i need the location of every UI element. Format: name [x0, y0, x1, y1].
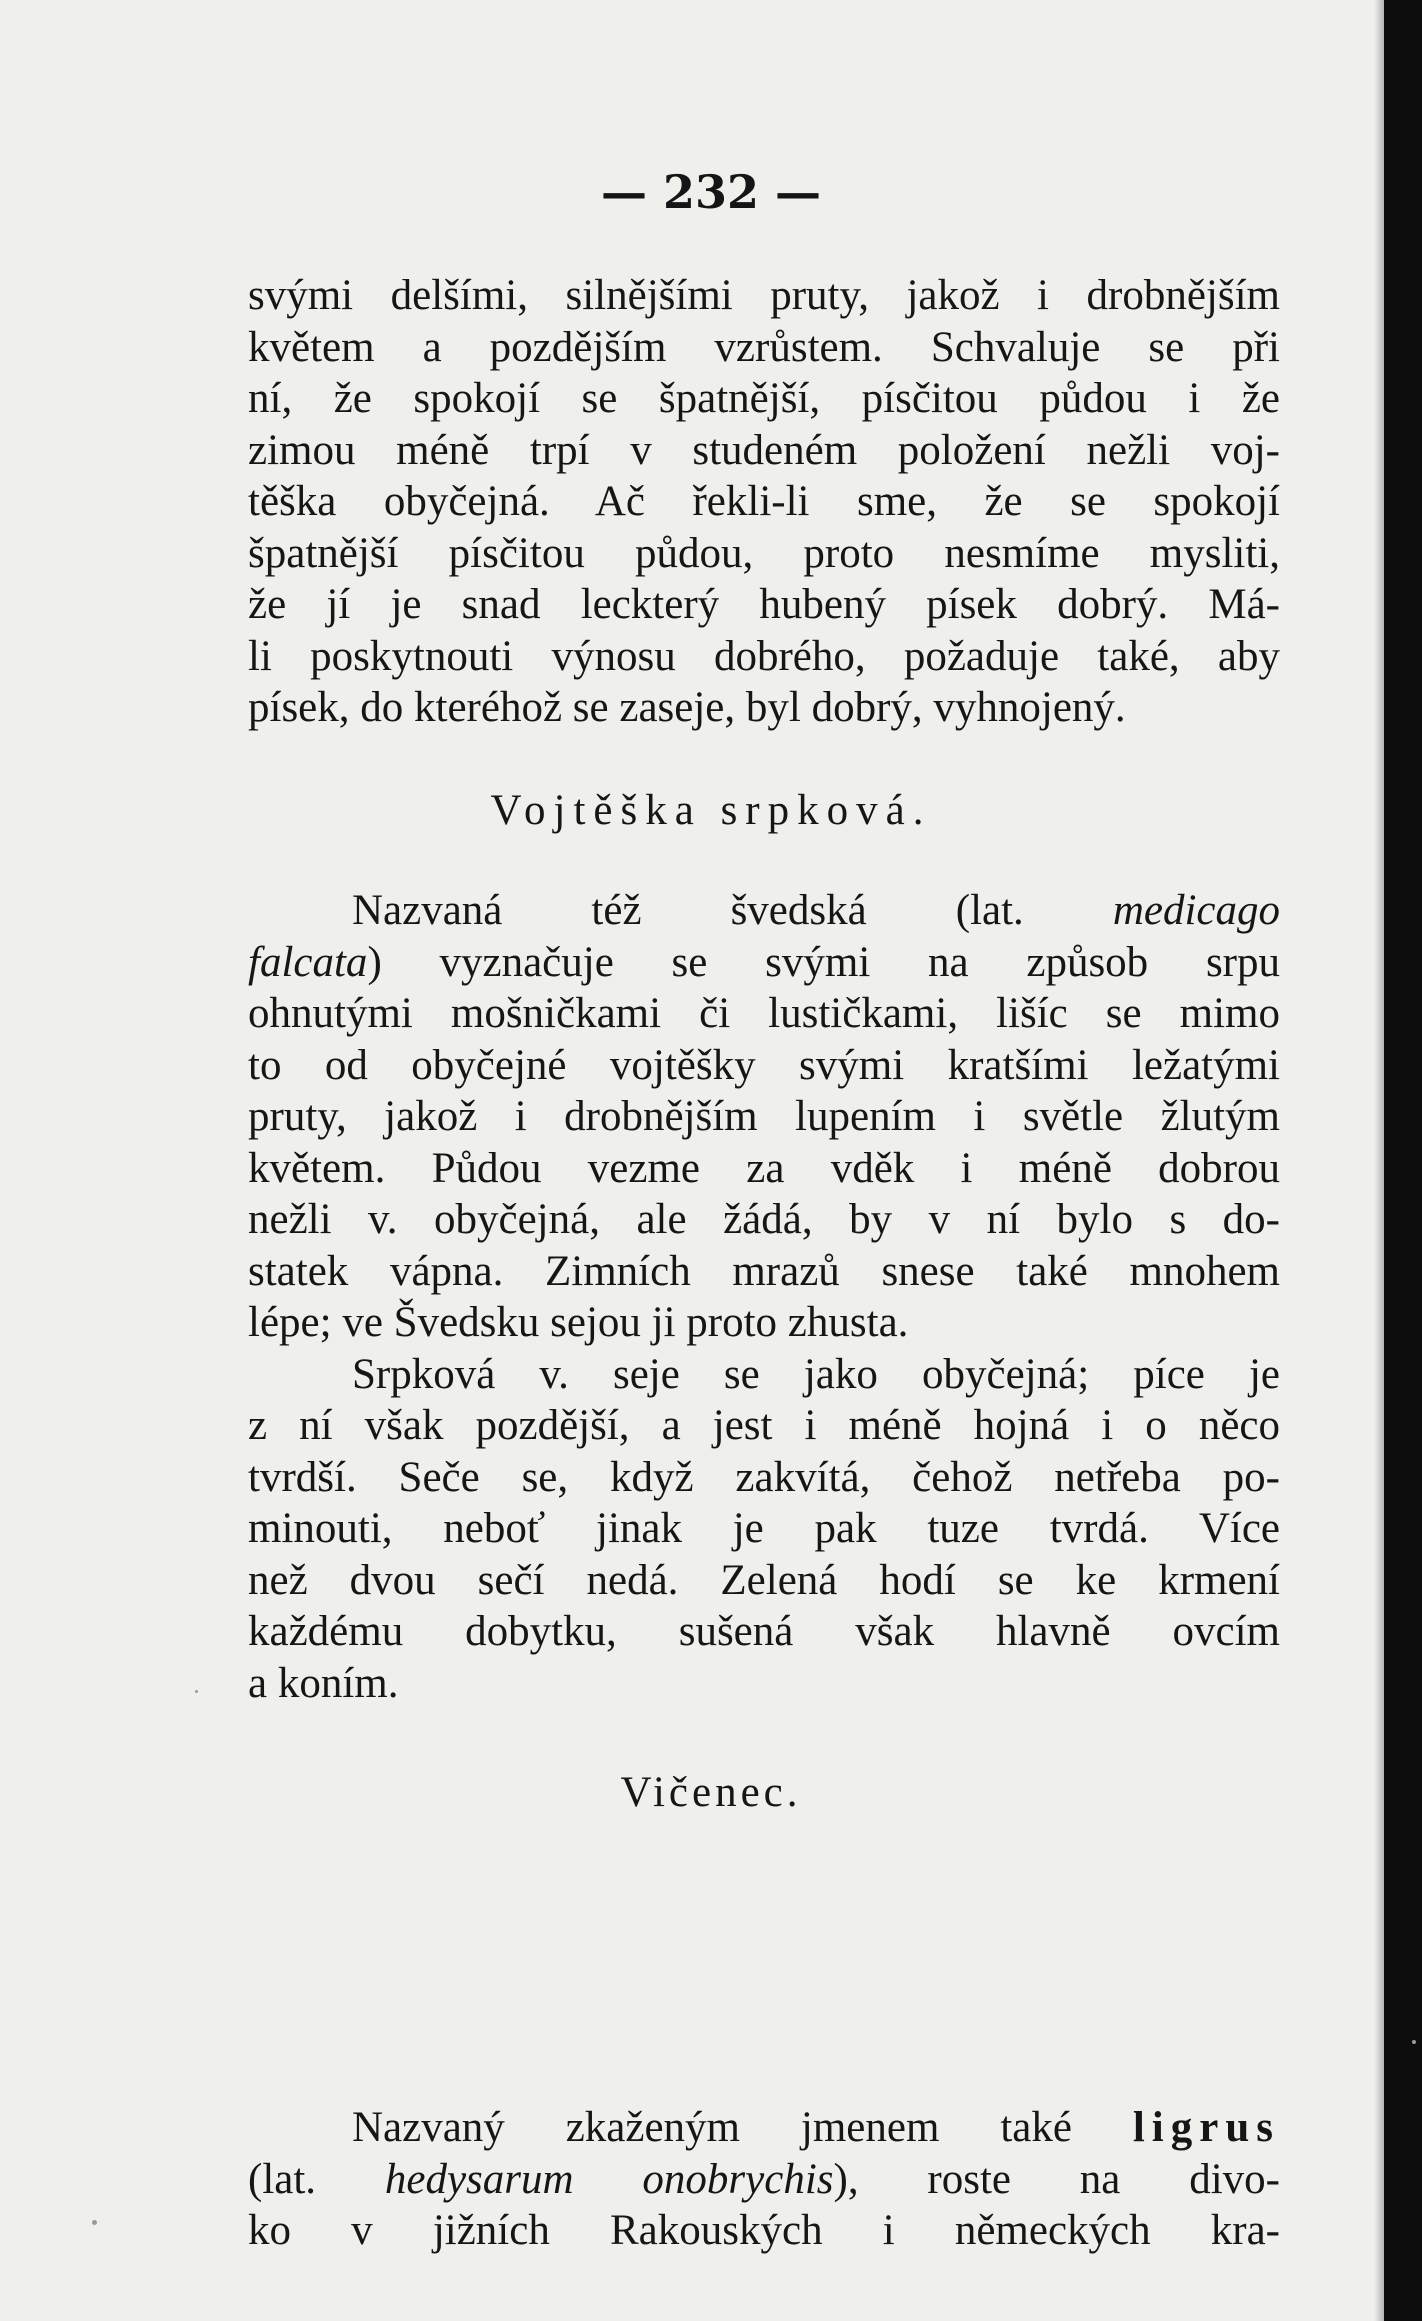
- text-line: a koním.: [248, 1659, 399, 1707]
- text-line: lépe; ve Švedsku sejou ji proto zhusta.: [248, 1299, 909, 1346]
- text-run: ) vyznačuje se svými na způsob srpu: [367, 938, 1280, 986]
- text-line: těška obyčejná. Ač řekli-li sme, že se spokojí: [248, 478, 1280, 525]
- text-run: Nazvaný zkaženým jmenem také: [352, 2104, 1133, 2151]
- text-line: statek vápna. Zimních mrazů snese také mnohem: [248, 1247, 1280, 1295]
- scan-speck: [1412, 2040, 1416, 2044]
- paragraph-continuation: [248, 270, 1280, 734]
- text-run: (lat.: [248, 2155, 385, 2203]
- text-run: Nazvaná též švedská (lat.: [352, 887, 1113, 934]
- text-run: ), roste na divo-: [833, 2155, 1280, 2203]
- latin-name: falcata: [248, 938, 368, 986]
- text-line: každému dobytku, sušená však hlavně ovcím: [248, 1608, 1280, 1655]
- text-line: že jí je snad leckterý hubený písek dobrý. Má-: [248, 581, 1280, 628]
- text-line: li poskytnouti výnosu dobrého, požaduje také, aby: [248, 632, 1280, 680]
- latin-name: hedysarum onobrychis: [384, 2155, 834, 2203]
- text-line: [248, 885, 1280, 937]
- latin-name: medicago: [1112, 887, 1280, 934]
- text-line: to od obyčejné vojtěšky svými kratšími ležatými: [248, 1041, 1280, 1089]
- page-edge-shadow: [1374, 0, 1384, 2321]
- text-line: tvrdší. Seče se, když zakvítá, čehož netřeba po-: [248, 1453, 1280, 1501]
- scan-speck: [195, 1690, 198, 1693]
- text-line: svými delšími, silnějšími pruty, jakož i drobnějším: [248, 272, 1280, 319]
- text-line: než dvou sečí nedá. Zelená hodí se ke krmení: [248, 1556, 1280, 1604]
- text-line: květem a pozdějším vzrůstem. Schvaluje se při: [248, 323, 1280, 371]
- page-number: 232: [662, 165, 760, 219]
- text-line: minouti, neboť jinak je pak tuze tvrdá. Více: [248, 1505, 1280, 1552]
- text-line: pruty, jakož i drobnějším lupením i světle žlutým: [248, 1093, 1280, 1140]
- header-dash-right: —: [759, 165, 822, 219]
- header-dash-left: —: [600, 165, 663, 219]
- text-line: špatnější písčitou půdou, proto nesmíme mysliti,: [248, 529, 1280, 577]
- text-line: nežli v. obyčejná, ale žádá, by v ní bylo s do-: [248, 1196, 1280, 1243]
- text-line: ohnutými mošničkami či lustičkami, lišíc se mimo: [248, 990, 1280, 1037]
- text-line: [248, 937, 1280, 989]
- text-line: Srpková v. seje se jako obyčejná; píce je: [352, 1350, 1280, 1398]
- text-line: z ní však pozdější, a jest i méně hojná i o něco: [248, 1402, 1280, 1449]
- text-line: [248, 2102, 1280, 2154]
- section-body-vojteska-srpkova: [248, 885, 1280, 1709]
- text-line: zimou méně trpí v studeném položení nežli voj-: [248, 426, 1280, 474]
- emphasized-term: ligrus: [1132, 2104, 1280, 2151]
- scan-border: [1384, 0, 1422, 2321]
- section-heading-vicenec: Vičenec.: [620, 1769, 802, 1816]
- section-body-vicenec: [248, 2102, 1280, 2257]
- text-line: ko v jižních Rakouských i německých kra-: [248, 2207, 1280, 2254]
- text-line: ní, že spokojí se špatnější, písčitou půdou i že: [248, 375, 1280, 422]
- page-header: [0, 165, 1422, 219]
- text-line: [248, 2154, 1280, 2206]
- section-heading-vojteska-srpkova: Vojtěška srpková.: [490, 787, 932, 834]
- scan-speck: [92, 2220, 97, 2225]
- text-line: písek, do kteréhož se zaseje, byl dobrý, vyhnojený.: [248, 684, 1126, 731]
- text-line: květem. Půdou vezme za vděk i méně dobrou: [248, 1144, 1280, 1192]
